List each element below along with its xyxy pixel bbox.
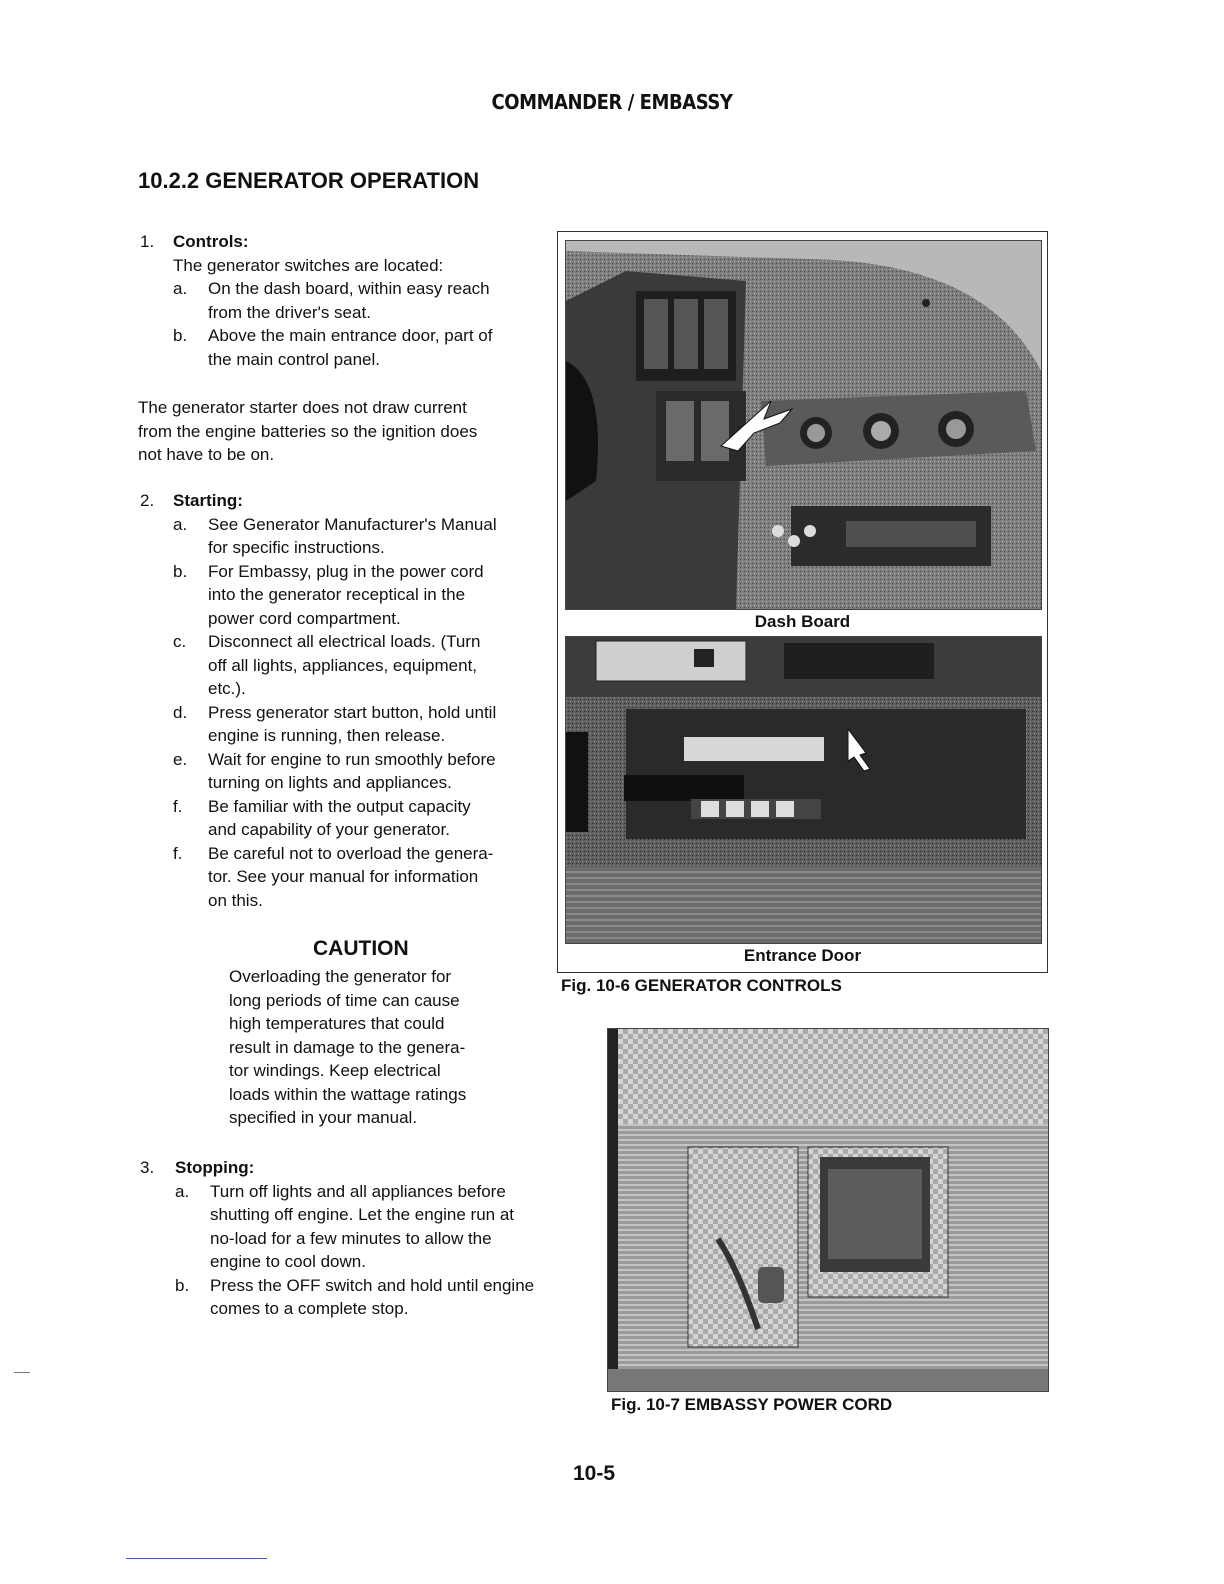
caution-body bbox=[229, 965, 529, 1130]
list-label: f. bbox=[173, 796, 183, 816]
starting-item-f2 bbox=[173, 842, 553, 913]
section-title: 10.2.2 GENERATOR OPERATION bbox=[138, 168, 480, 193]
starting-section bbox=[138, 489, 553, 912]
stopping-heading: Stopping: bbox=[175, 1158, 255, 1177]
list-line: on this. bbox=[208, 890, 263, 910]
list-line: Be careful not to overload the genera- bbox=[208, 843, 494, 863]
caution-line: tor windings. Keep electrical bbox=[229, 1061, 441, 1080]
list-line: Be familiar with the output capacity bbox=[208, 796, 471, 816]
power-cord-illustration bbox=[608, 1029, 1048, 1391]
list-line: and capability of your generator. bbox=[208, 820, 450, 839]
caution-title: CAUTION bbox=[313, 937, 409, 960]
page-number: 10-5 bbox=[573, 1462, 616, 1485]
starting-item-c bbox=[173, 630, 553, 701]
list-label: a. bbox=[173, 514, 188, 534]
dash-board-label: Dash Board bbox=[754, 612, 851, 631]
starting-item-f1 bbox=[173, 795, 553, 842]
list-line: off all lights, appliances, equipment, bbox=[208, 655, 478, 675]
list-line: from the driver's seat. bbox=[208, 302, 371, 322]
list-line: engine is running, then release. bbox=[208, 726, 446, 745]
list-label: a. bbox=[173, 279, 188, 298]
list-label: e. bbox=[173, 749, 188, 769]
starting-number: 2. bbox=[140, 491, 155, 510]
list-label: f. bbox=[173, 843, 183, 863]
list-line: for specific instructions. bbox=[208, 538, 385, 557]
list-line: See Generator Manufacturer's Manual bbox=[208, 514, 497, 534]
caution-line: loads within the wattage ratings bbox=[229, 1084, 467, 1104]
entrance-door-label: Entrance Door bbox=[743, 946, 862, 965]
caution-line: specified in your manual. bbox=[229, 1108, 418, 1127]
stopping-item-a bbox=[175, 1180, 588, 1274]
embassy-power-cord-photo bbox=[607, 1028, 1049, 1392]
starting-item-d bbox=[173, 701, 553, 748]
stopping-section bbox=[138, 1156, 588, 1321]
list-line: shutting off engine. Let the engine run at bbox=[210, 1205, 515, 1224]
list-line: For Embassy, plug in the power cord bbox=[208, 561, 484, 581]
starting-item-a bbox=[173, 513, 553, 560]
list-label: b. bbox=[173, 326, 188, 345]
starting-item-e bbox=[173, 748, 553, 795]
entrance-door-illustration bbox=[566, 637, 1041, 943]
dash-board-photo bbox=[565, 240, 1042, 610]
caution-line: result in damage to the genera- bbox=[229, 1037, 466, 1057]
note-line: The generator starter does not draw current bbox=[138, 398, 467, 417]
caution-line: long periods of time can cause bbox=[229, 990, 460, 1010]
list-line: Press generator start button, hold until bbox=[208, 702, 497, 722]
stopping-item-b bbox=[175, 1274, 588, 1321]
stopping-number: 3. bbox=[140, 1158, 155, 1177]
starting-item-b bbox=[173, 560, 553, 631]
ignition-note bbox=[138, 396, 548, 467]
list-line: engine to cool down. bbox=[210, 1252, 366, 1271]
controls-item-b bbox=[173, 324, 548, 371]
note-line: from the engine batteries so the ignition does bbox=[138, 421, 478, 441]
list-label: c. bbox=[173, 632, 187, 651]
margin-mark bbox=[14, 1372, 30, 1373]
list-line: etc.). bbox=[208, 679, 246, 698]
caution-line: high temperatures that could bbox=[229, 1014, 445, 1033]
list-line: Turn off lights and all appliances before bbox=[210, 1181, 506, 1201]
page-header: COMMANDER / EMBASSY bbox=[491, 90, 733, 114]
note-line: not have to be on. bbox=[138, 445, 275, 464]
list-line: Above the main entrance door, part of bbox=[208, 326, 493, 345]
list-line: tor. See your manual for information bbox=[208, 867, 479, 886]
list-label: d. bbox=[173, 702, 188, 722]
list-line: power cord compartment. bbox=[208, 608, 401, 628]
list-line: Wait for engine to run smoothly before bbox=[208, 749, 496, 769]
controls-section bbox=[138, 230, 548, 371]
footer-rule bbox=[126, 1558, 267, 1559]
list-line: On the dash board, within easy reach bbox=[208, 279, 490, 298]
dash-board-illustration bbox=[566, 241, 1041, 609]
list-line: Press the OFF switch and hold until engine bbox=[210, 1275, 535, 1295]
fig-10-6-caption: Fig. 10-6 GENERATOR CONTROLS bbox=[561, 976, 842, 995]
list-line: no-load for a few minutes to allow the bbox=[210, 1228, 492, 1248]
controls-item-a bbox=[173, 277, 548, 324]
list-label: b. bbox=[175, 1275, 190, 1295]
list-line: Disconnect all electrical loads. (Turn bbox=[208, 632, 481, 651]
list-label: a. bbox=[175, 1181, 190, 1201]
entrance-door-photo bbox=[565, 636, 1042, 944]
list-line: comes to a complete stop. bbox=[210, 1299, 409, 1318]
controls-number: 1. bbox=[140, 232, 155, 251]
list-line: the main control panel. bbox=[208, 349, 380, 369]
list-line: turning on lights and appliances. bbox=[208, 773, 452, 792]
list-label: b. bbox=[173, 561, 188, 581]
controls-heading: Controls: bbox=[173, 232, 249, 251]
starting-heading: Starting: bbox=[173, 491, 243, 510]
caution-line: Overloading the generator for bbox=[229, 967, 452, 986]
fig-10-7-caption: Fig. 10-7 EMBASSY POWER CORD bbox=[611, 1395, 893, 1414]
list-line: into the generator receptical in the bbox=[208, 585, 466, 604]
controls-intro: The generator switches are located: bbox=[173, 255, 444, 275]
